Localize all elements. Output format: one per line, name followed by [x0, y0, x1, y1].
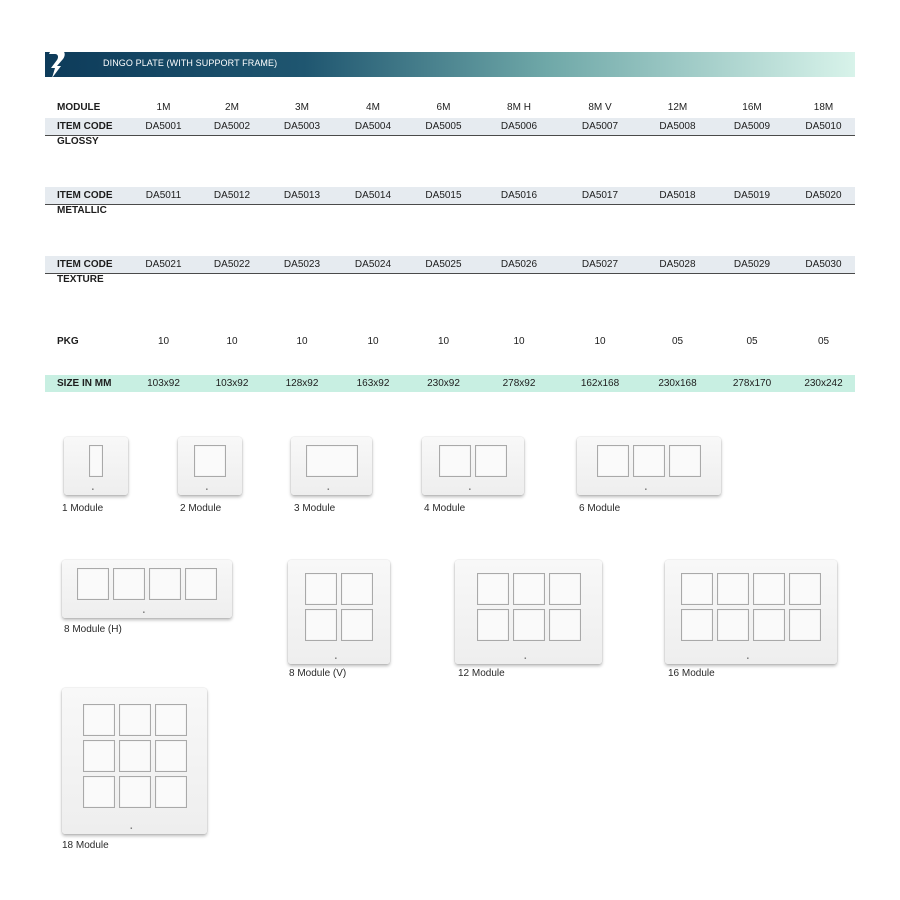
- plate-caption-4m: 4 Module: [424, 503, 466, 514]
- plate-image-2m: [178, 437, 242, 495]
- item-code-cell: DA5024: [340, 256, 406, 274]
- item-code-cell: DA5025: [406, 256, 481, 274]
- module-slot: [306, 445, 358, 477]
- finish-label-glossy: GLOSSY: [57, 136, 99, 147]
- brand-mark: ■: [143, 610, 145, 614]
- finish-row-glossy: [45, 136, 855, 160]
- brand-mark: ■: [645, 487, 647, 491]
- module-slot: [83, 740, 115, 772]
- plate-caption-16m: 16 Module: [668, 668, 715, 679]
- module-header: 12M: [667, 102, 688, 113]
- item-code-cell: DA5030: [792, 256, 855, 274]
- plate-image-3m: [291, 437, 372, 495]
- item-code-cell: DA5016: [481, 187, 557, 205]
- size-row: [45, 375, 855, 392]
- module-slot: [119, 776, 151, 808]
- item-code-cell: DA5027: [557, 256, 643, 274]
- module-slot: [83, 704, 115, 736]
- plate-image-12m: [455, 560, 602, 664]
- module-slot: [513, 573, 545, 605]
- item-code-cell: DA5017: [557, 187, 643, 205]
- item-code-cell: DA5013: [264, 187, 340, 205]
- module-slot: [439, 445, 471, 477]
- item-code-cell: DA5004: [340, 118, 406, 136]
- item-code-cell: DA5006: [481, 118, 557, 136]
- module-header: 8M H: [507, 102, 531, 113]
- item-code-label: ITEM CODE: [45, 256, 127, 274]
- item-code-cell: DA5003: [264, 118, 340, 136]
- module-slot: [305, 609, 337, 641]
- size-cell: 230x168: [643, 375, 712, 392]
- module-slot: [119, 740, 151, 772]
- pkg-label: PKG: [57, 335, 79, 347]
- module-slot: [155, 704, 187, 736]
- plate-image-4m: [422, 437, 524, 495]
- item-code-cell: DA5014: [340, 187, 406, 205]
- module-slot: [89, 445, 103, 477]
- module-slot: [305, 573, 337, 605]
- module-slot: [83, 776, 115, 808]
- item-code-cell: DA5026: [481, 256, 557, 274]
- pkg-cell: 10: [296, 335, 308, 347]
- brand-mark: ■: [469, 487, 471, 491]
- item-code-row-glossy: [45, 118, 855, 136]
- item-code-cell: DA5005: [406, 118, 481, 136]
- item-code-cell: DA5011: [127, 187, 200, 205]
- pkg-cell: 10: [226, 335, 238, 347]
- brand-mark: ■: [335, 656, 337, 660]
- item-code-label: ITEM CODE: [45, 118, 127, 136]
- item-code-cell: DA5019: [712, 187, 792, 205]
- module-slot: [185, 568, 217, 600]
- finish-label-texture: TEXTURE: [57, 274, 104, 285]
- module-slot: [341, 609, 373, 641]
- size-cell: 230x92: [406, 375, 481, 392]
- size-cell: 163x92: [340, 375, 406, 392]
- module-slot: [155, 740, 187, 772]
- spec-table: [45, 97, 855, 392]
- module-header: 16M: [742, 102, 762, 113]
- plate-caption-18m: 18 Module: [62, 840, 109, 851]
- module-slot: [477, 573, 509, 605]
- module-slot: [717, 609, 749, 641]
- item-code-cell: DA5008: [643, 118, 712, 136]
- module-header-label: MODULE: [57, 102, 101, 113]
- plate-image-8m-h: [62, 560, 232, 618]
- module-slot: [549, 573, 581, 605]
- module-header: 1M: [156, 102, 171, 113]
- module-slot: [717, 573, 749, 605]
- pkg-cell: 05: [817, 335, 830, 347]
- brand-mark: ■: [92, 487, 94, 491]
- finish-row-texture: [45, 274, 855, 298]
- module-header: 3M: [295, 102, 309, 113]
- item-code-row-texture: [45, 256, 855, 274]
- module-slot: [119, 704, 151, 736]
- item-code-cell: DA5007: [557, 118, 643, 136]
- plate-image-6m: [577, 437, 721, 495]
- brand-mark: ■: [206, 487, 208, 491]
- brand-mark: ■: [747, 656, 749, 660]
- plate-image-16m: [665, 560, 837, 664]
- pkg-row: [45, 329, 855, 353]
- banner-title: DINGO PLATE (WITH SUPPORT FRAME): [103, 58, 278, 68]
- size-cell: 103x92: [200, 375, 264, 392]
- module-slot: [475, 445, 507, 477]
- module-slot: [513, 609, 545, 641]
- size-cell: 278x170: [712, 375, 792, 392]
- item-code-cell: DA5001: [127, 118, 200, 136]
- finish-row-metallic: [45, 205, 855, 229]
- module-header: 8M V: [588, 102, 612, 113]
- size-cell: 128x92: [264, 375, 340, 392]
- pkg-cell: 10: [367, 335, 379, 347]
- module-slot: [753, 573, 785, 605]
- module-slot: [149, 568, 181, 600]
- plate-caption-3m: 3 Module: [294, 503, 336, 514]
- module-slot: [477, 609, 509, 641]
- module-header: 18M: [813, 102, 834, 113]
- module-header-row: [45, 97, 855, 118]
- item-code-cell: DA5010: [792, 118, 855, 136]
- module-slot: [194, 445, 226, 477]
- module-slot: [633, 445, 665, 477]
- module-slot: [549, 609, 581, 641]
- plate-caption-8m-h: 8 Module (H): [64, 624, 122, 635]
- pkg-cell: 10: [513, 335, 525, 347]
- module-slot: [341, 573, 373, 605]
- pkg-cell: 05: [671, 335, 684, 347]
- item-code-cell: DA5018: [643, 187, 712, 205]
- plate-caption-6m: 6 Module: [579, 503, 621, 514]
- item-code-cell: DA5020: [792, 187, 855, 205]
- module-slot: [113, 568, 145, 600]
- brand-mark: ■: [327, 487, 330, 491]
- item-code-row-metallic: [45, 187, 855, 205]
- pkg-cell: 10: [157, 335, 170, 347]
- module-header: 4M: [366, 102, 380, 113]
- item-code-cell: DA5029: [712, 256, 792, 274]
- size-cell: 230x242: [792, 375, 855, 392]
- item-code-cell: DA5028: [643, 256, 712, 274]
- module-slot: [789, 609, 821, 641]
- plate-image-8m-v: [288, 560, 390, 664]
- item-code-cell: DA5009: [712, 118, 792, 136]
- brand-mark: ■: [524, 656, 527, 660]
- plate-caption-2m: 2 Module: [180, 503, 222, 514]
- item-code-cell: DA5012: [200, 187, 264, 205]
- size-label: SIZE IN MM: [45, 375, 127, 392]
- item-code-cell: DA5021: [127, 256, 200, 274]
- plate-caption-12m: 12 Module: [458, 668, 505, 679]
- module-slot: [753, 609, 785, 641]
- module-slot: [669, 445, 701, 477]
- module-slot: [155, 776, 187, 808]
- module-slot: [597, 445, 629, 477]
- module-header: 6M: [436, 102, 451, 113]
- size-cell: 278x92: [481, 375, 557, 392]
- plate-caption-8m-v: 8 Module (V): [289, 668, 347, 679]
- module-slot: [789, 573, 821, 605]
- finish-label-metallic: METALLIC: [57, 205, 107, 216]
- module-header: 2M: [225, 102, 239, 113]
- lightning-logo-icon: [45, 48, 67, 80]
- item-code-label: ITEM CODE: [45, 187, 127, 205]
- size-cell: 103x92: [127, 375, 200, 392]
- module-slot: [681, 609, 713, 641]
- item-code-cell: DA5015: [406, 187, 481, 205]
- plate-image-18m: [62, 688, 207, 834]
- pkg-cell: 10: [437, 335, 450, 347]
- size-cell: 162x168: [557, 375, 643, 392]
- brand-mark: ■: [130, 826, 133, 830]
- pkg-cell: 10: [594, 335, 606, 347]
- item-code-cell: DA5002: [200, 118, 264, 136]
- plate-caption-1m: 1 Module: [62, 503, 104, 514]
- item-code-cell: DA5022: [200, 256, 264, 274]
- item-code-cell: DA5023: [264, 256, 340, 274]
- plate-image-1m: [64, 437, 128, 495]
- module-slot: [681, 573, 713, 605]
- pkg-cell: 05: [746, 335, 758, 347]
- module-slot: [77, 568, 109, 600]
